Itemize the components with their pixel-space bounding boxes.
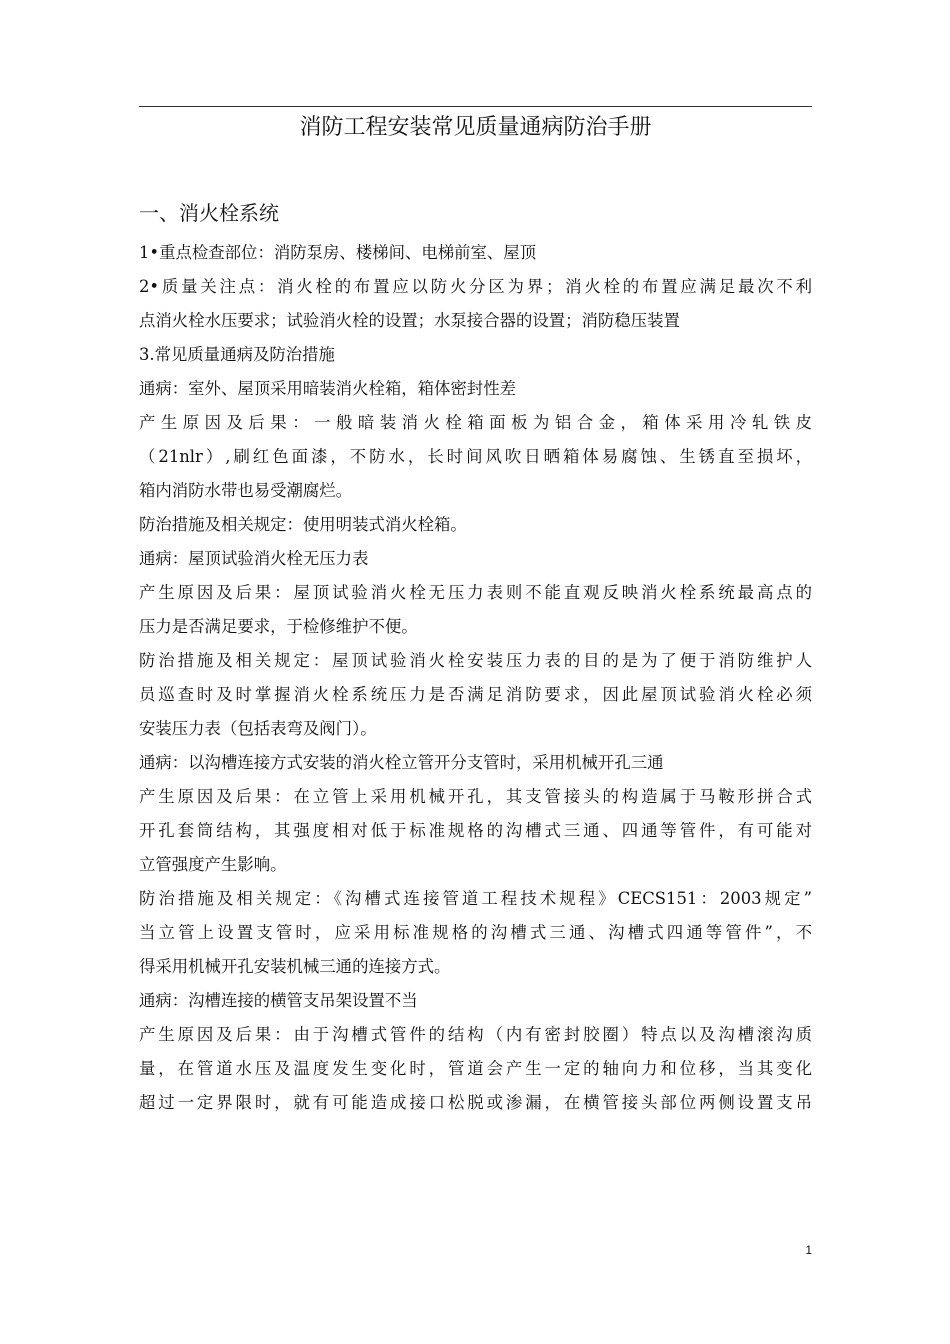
body-line: 员巡查时及时掌握消火栓系统压力是否满足消防要求，因此屋顶试验消火栓必须 [139,685,812,704]
body-line: 1•重点检查部位：消防泵房、楼梯间、电梯前室、屋顶 [139,243,537,262]
body-line: 点消火栓水压要求；试验消火栓的设置；水泵接合器的设置；消防稳压装置 [139,311,680,330]
body-text [139,236,812,1120]
body-line: 通病：沟槽连接的横管支吊架设置不当 [139,991,418,1010]
body-line: （21nlr）,刷红色面漆，不防水，长时间风吹日晒箱体易腐蚀、生锈直至损坏， [139,447,812,466]
body-line: 防治措施及相关规定：《沟槽式连接管道工程技术规程》CECS151：2003规定” [139,889,812,908]
body-line: 3.常见质量通病及防治措施 [139,345,335,364]
body-line: 当立管上设置支管时，应采用标准规格的沟槽式三通、沟槽式四通等管件”，不 [139,923,812,942]
body-line: 2•质量关注点：消火栓的布置应以防火分区为界；消火栓的布置应满足最次不利 [139,277,812,296]
body-line: 通病：室外、屋顶采用暗装消火栓箱，箱体密封性差 [139,379,516,398]
body-line: 立管强度产生影响。 [139,855,287,874]
body-line: 产生原因及后果：屋顶试验消火栓无压力表则不能直观反映消火栓系统最高点的 [139,583,812,602]
body-line: 开孔套筒结构，其强度相对低于标准规格的沟槽式三通、四通等管件，有可能对 [139,821,812,840]
header-rule [139,106,812,107]
body-line: 产生原因及后果：一般暗装消火栓箱面板为铝合金，箱体采用冷轧铁皮 [139,413,812,432]
document-title: 消防工程安装常见质量通病防治手册 [299,115,652,140]
body-line: 防治措施及相关规定：使用明装式消火栓箱。 [139,515,467,534]
body-line: 得采用机械开孔安装机械三通的连接方式。 [139,957,451,976]
body-line: 产生原因及后果：由于沟槽式管件的结构（内有密封胶圈）特点以及沟槽滚沟质 [139,1025,812,1044]
body-line: 量，在管道水压及温度发生变化时，管道会产生一定的轴向力和位移，当其变化 [139,1059,812,1078]
body-line: 通病：屋顶试验消火栓无压力表 [139,549,369,568]
body-line: 压力是否满足要求，于检修维护不便。 [139,617,418,636]
section-heading: 一、消火栓系统 [139,201,279,225]
body-line: 通病：以沟槽连接方式安装的消火栓立管开分支管时，采用机械开孔三通 [139,753,664,772]
body-line: 箱内消防水带也易受潮腐烂。 [139,481,353,500]
body-line: 安装压力表（包括表弯及阀门）。 [139,719,377,738]
page-number: 1 [805,1243,812,1257]
body-line: 产生原因及后果：在立管上采用机械开孔，其支管接头的构造属于马鞍形拼合式 [139,787,812,806]
body-line: 超过一定界限时，就有可能造成接口松脱或渗漏，在横管接头部位两侧设置支吊 [139,1093,812,1112]
body-line: 防治措施及相关规定：屋顶试验消火栓安装压力表的目的是为了便于消防维护人 [139,651,812,670]
